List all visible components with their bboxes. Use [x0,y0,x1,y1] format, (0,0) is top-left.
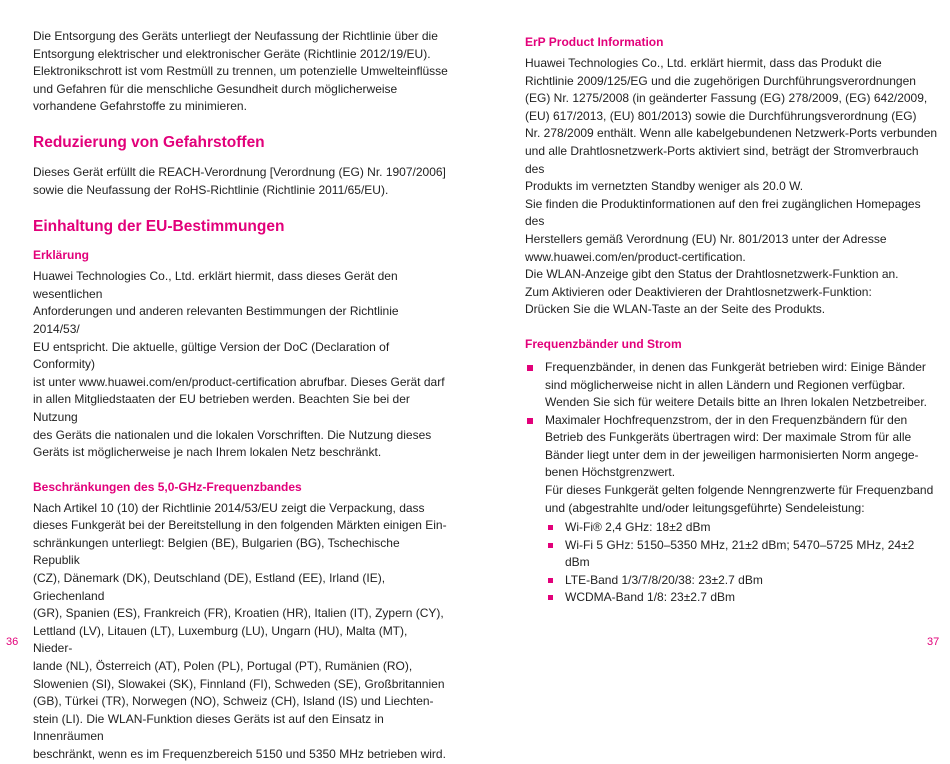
list-item [525,412,940,607]
erp-heading: ErP Product Information [525,35,664,49]
erp-paragraph: Huawei Technologies Co., Ltd. erklärt hiermit, dass das Produkt die Richtlinie 2009/125/EG und die zugehörigen Durchführungsverordnungen (EG) Nr. 1275/2008 (in geänderter Fassung (EG) 278/2009, (EG) 642/2009, (EU) 617/2013, (EU) 801/2013) sowie die Durchführungsverordnung (EG) Nr. 278/2009 enthält. Wenn alle kabelgebundenen Netzwerk-Ports verbunden und alle Drahtlosnetzwerk-Ports aktiviert sind, beträgt der Stromverbrauch des Produkts im vernetzten Standby weniger als 20.0 W. Sie finden die Produktinformationen auf den frei zugänglichen Homepages des Herstellers gemäß Verordnung (EU) Nr. 801/2013 unter der Adresse www.huawei.com/en/product-certification. Die WLAN-Anzeige gibt den Status der Drahtlosnetzwerk-Funktion an. Zum Aktivieren oder Deaktivieren der Drahtlosnetzwerk-Funktion: Drücken Sie die WLAN-Taste an der Seite des Produkts. [525,56,938,317]
bullet-text-bands: Frequenzbänder, in denen das Funkgerät betrieben wird: Einige Bänder sind möglicherweise nicht in allen Ländern und Regionen verfügbar. Wenden Sie sich für weitere Details bitte an Ihren lokalen Netzbetreiber. [545,359,927,410]
disposal-paragraph: Die Entsorgung des Geräts unterliegt der Neufassung der Richtlinie über die Entsorgung elektrischer und elektronischer Geräte (Richtlinie 2012/19/EU). Elektronikschrott ist vom Restmüll zu trennen, um potenzielle Umwelteinflüsse und Gefahren für die menschliche Gesundheit durch möglicherweise vorhandene Gefahrstoffe zu minimieren. [33,29,448,114]
restrictions-paragraph: Nach Artikel 10 (10) der Richtlinie 2014/53/EU zeigt die Verpackung, dass dieses Funkgerät bei der Bereitstellung in den folgenden Märkten einigen Ein- schränkungen unterliegt: Belgien (BE), Bulgarien (BG), Tschechische Republik (CZ), Dänemark (DK), Deutschland (DE), Estland (EE), Irland (IE), Griechenland (GR), Spanien (ES), Frankreich (FR), Kroatien (HR), Italien (IT), Zypern (CY), Lettland (LV), Litauen (LT), Luxemburg (LU), Ungarn (HU), Malta (MT), Nieder- lande (NL), Österreich (AT), Polen (PL), Portugal (PT), Rumänien (RO), Slowenien (SI), Slowakei (SK), Finnland (FI), Schweden (SE), Großbritannien (GB), Türkei (TR), Norwegen (NO), Schweiz (CH), Island (IS) und Liechten- stein (LI). Die WLAN-Funktion dieses Geräts ist auf den Einsatz in Innenräumen beschränkt, wenn es im Frequenzbereich 5150 und 5350 MHz betrieben wird. [33,500,447,761]
page-number-right: 37 [927,636,940,648]
frequency-list [525,359,940,607]
bullet-text-power: Maximaler Hochfrequenzstrom, der in den Frequenzbändern für den Betrieb des Funkgeräts übertragen wird: Der maximale Strom für alle Bänder liegt unter dem in der jeweiligen harmonisierten Norm angege- benen Höchstgrenzwert. Für dieses Funkgerät gelten folgende Nenngrenzwerte für Frequenzband und (abgestrahlte und/oder leitungsgeführte) Sendeleistung: [545,412,934,515]
list-item [525,359,940,412]
sub-list-item: WCDMA-Band 1/8: 23±2.7 dBm [545,589,940,607]
left-column [33,28,448,764]
eu-heading: Einhaltung der EU-Bestimmungen [33,218,285,236]
page-number-left: 36 [6,636,19,648]
power-limits-list [545,519,940,607]
right-column [525,34,940,607]
right-page [475,0,950,657]
declaration-paragraph: Huawei Technologies Co., Ltd. erklärt hiermit, dass dieses Gerät den wesentlichen Anforderungen und anderen relevanten Bestimmungen der Richtlinie 2014/53/ EU entspricht. Die aktuelle, gültige Version der DoC (Declaration of Conformity) ist unter www.huawei.com/en/product-certification abrufbar. Dieses Gerät darf in allen Mitgliedstaaten der EU betrieben werden. Beachten Sie bei der Nutzung des Geräts die nationalen und die lokalen Vorschriften. Die Nutzung dieses Geräts ist möglicherweise je nach Ihrem lokalen Netz beschränkt. [33,269,445,460]
reduction-heading: Reduzierung von Gefahrstoffen [33,133,265,151]
reduction-paragraph: Dieses Gerät erfüllt die REACH-Verordnung [Verordnung (EG) Nr. 1907/2006] sowie die Neufassung der RoHS-Richtlinie (Richtlinie 2011/65/EU). [33,164,446,197]
sub-list-item: Wi-Fi 5 GHz: 5150–5350 MHz, 21±2 dBm; 5470–5725 MHz, 24±2 dBm [545,537,940,572]
restrictions-heading: Beschränkungen des 5,0-GHz-Frequenzbandes [33,479,302,494]
frequency-heading: Frequenzbänder und Strom [525,336,682,351]
declaration-heading: Erklärung [33,248,90,263]
sub-list-item: LTE-Band 1/3/7/8/20/38: 23±2.7 dBm [545,572,940,590]
left-page [0,0,475,761]
sub-list-item: Wi-Fi® 2,4 GHz: 18±2 dBm [545,519,940,537]
